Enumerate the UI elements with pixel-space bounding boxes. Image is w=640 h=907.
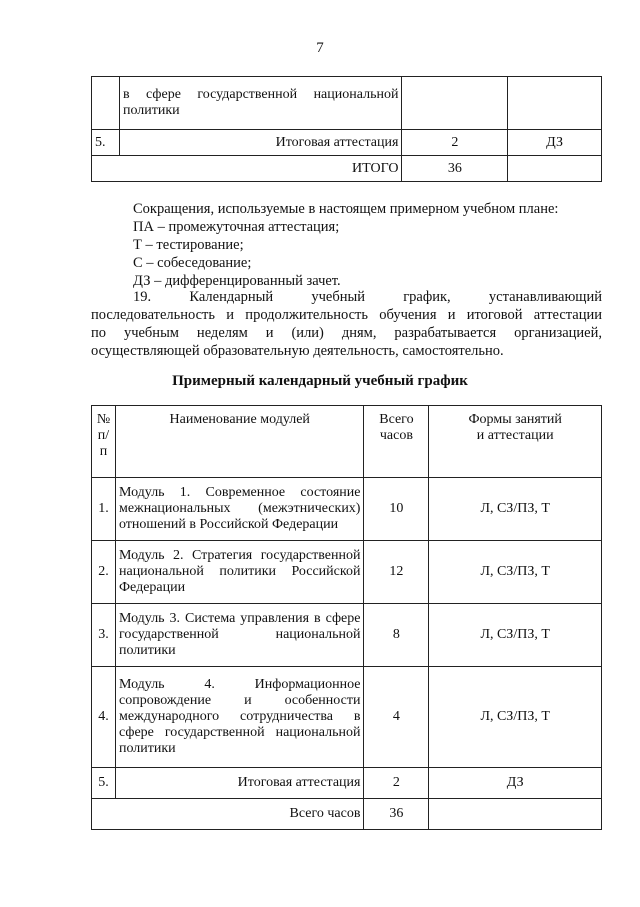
total-label: ИТОГО (92, 156, 402, 182)
total-label: Всего часов (92, 799, 364, 830)
table-row (92, 604, 602, 667)
header-hours: Всего часов (364, 406, 429, 478)
table-row (92, 130, 602, 156)
module-name: в сфере государственной национальной политики (119, 77, 401, 130)
abbreviation-item: С – собеседование; (133, 255, 252, 271)
module-hours: 4 (364, 667, 429, 768)
header-forms: Формы занятий и аттестации (429, 406, 602, 478)
total-row (92, 799, 602, 830)
paragraph-line: последовательность и продолжительность обучения и итоговой аттестации (91, 307, 602, 323)
row-number: 1. (92, 478, 116, 541)
module-name: Модуль 1. Современное состояние межнациональных (межэтнических) отношений в Российской Федерации (115, 478, 363, 541)
table-row (92, 541, 602, 604)
total-row (92, 156, 602, 182)
row-number: 5. (92, 768, 116, 799)
final-attestation-hours: 2 (402, 130, 508, 156)
curriculum-table-continuation (91, 76, 602, 182)
abbreviations-intro: Сокращения, используемые в настоящем примерном учебном плане: (133, 201, 559, 217)
final-attestation-hours: 2 (364, 768, 429, 799)
header-module-name: Наименование модулей (115, 406, 363, 478)
final-attestation-label: Итоговая аттестация (115, 768, 363, 799)
module-name: Модуль 4. Информационное сопровождение и особенности международного сотрудничества в сфере государственной национальной политики (115, 667, 363, 768)
page-number: 7 (316, 40, 324, 56)
module-form (508, 77, 602, 130)
module-form: Л, СЗ/ПЗ, Т (429, 478, 602, 541)
abbreviation-item: ДЗ – дифференцированный зачет. (133, 273, 341, 289)
schedule-table (91, 405, 602, 830)
module-name: Модуль 2. Стратегия государственной национальной политики Российской Федерации (115, 541, 363, 604)
module-hours (402, 77, 508, 130)
abbreviations-block (91, 200, 602, 290)
module-form: Л, СЗ/ПЗ, Т (429, 667, 602, 768)
module-hours: 12 (364, 541, 429, 604)
final-attestation-label: Итоговая аттестация (119, 130, 401, 156)
paragraph-line: 19. Календарный учебный график, устанавливающий (133, 289, 602, 305)
table-row (92, 768, 602, 799)
final-attestation-form: ДЗ (429, 768, 602, 799)
empty-cell (429, 799, 602, 830)
paragraph-19 (91, 288, 602, 360)
row-number: 3. (92, 604, 116, 667)
module-hours: 8 (364, 604, 429, 667)
module-form: Л, СЗ/ПЗ, Т (429, 604, 602, 667)
paragraph-line: осуществляющей образовательную деятельность, самостоятельно. (91, 343, 504, 359)
row-number: 5. (92, 130, 120, 156)
row-number (92, 77, 120, 130)
table-row (92, 77, 602, 130)
total-hours: 36 (364, 799, 429, 830)
module-hours: 10 (364, 478, 429, 541)
header-number: № п/ п (92, 406, 116, 478)
abbreviation-item: Т – тестирование; (133, 237, 244, 253)
table-header-row (92, 406, 602, 478)
schedule-title: Примерный календарный учебный график (172, 373, 468, 389)
module-form: Л, СЗ/ПЗ, Т (429, 541, 602, 604)
row-number: 4. (92, 667, 116, 768)
table-row (92, 667, 602, 768)
total-hours: 36 (402, 156, 508, 182)
final-attestation-form: ДЗ (508, 130, 602, 156)
table-row (92, 478, 602, 541)
module-name: Модуль 3. Система управления в сфере государственной национальной политики (115, 604, 363, 667)
row-number: 2. (92, 541, 116, 604)
paragraph-line: по учебным неделям и (или) дням, разрабатывается организацией, (91, 325, 602, 341)
abbreviation-item: ПА – промежуточная аттестация; (133, 219, 340, 235)
empty-cell (508, 156, 602, 182)
